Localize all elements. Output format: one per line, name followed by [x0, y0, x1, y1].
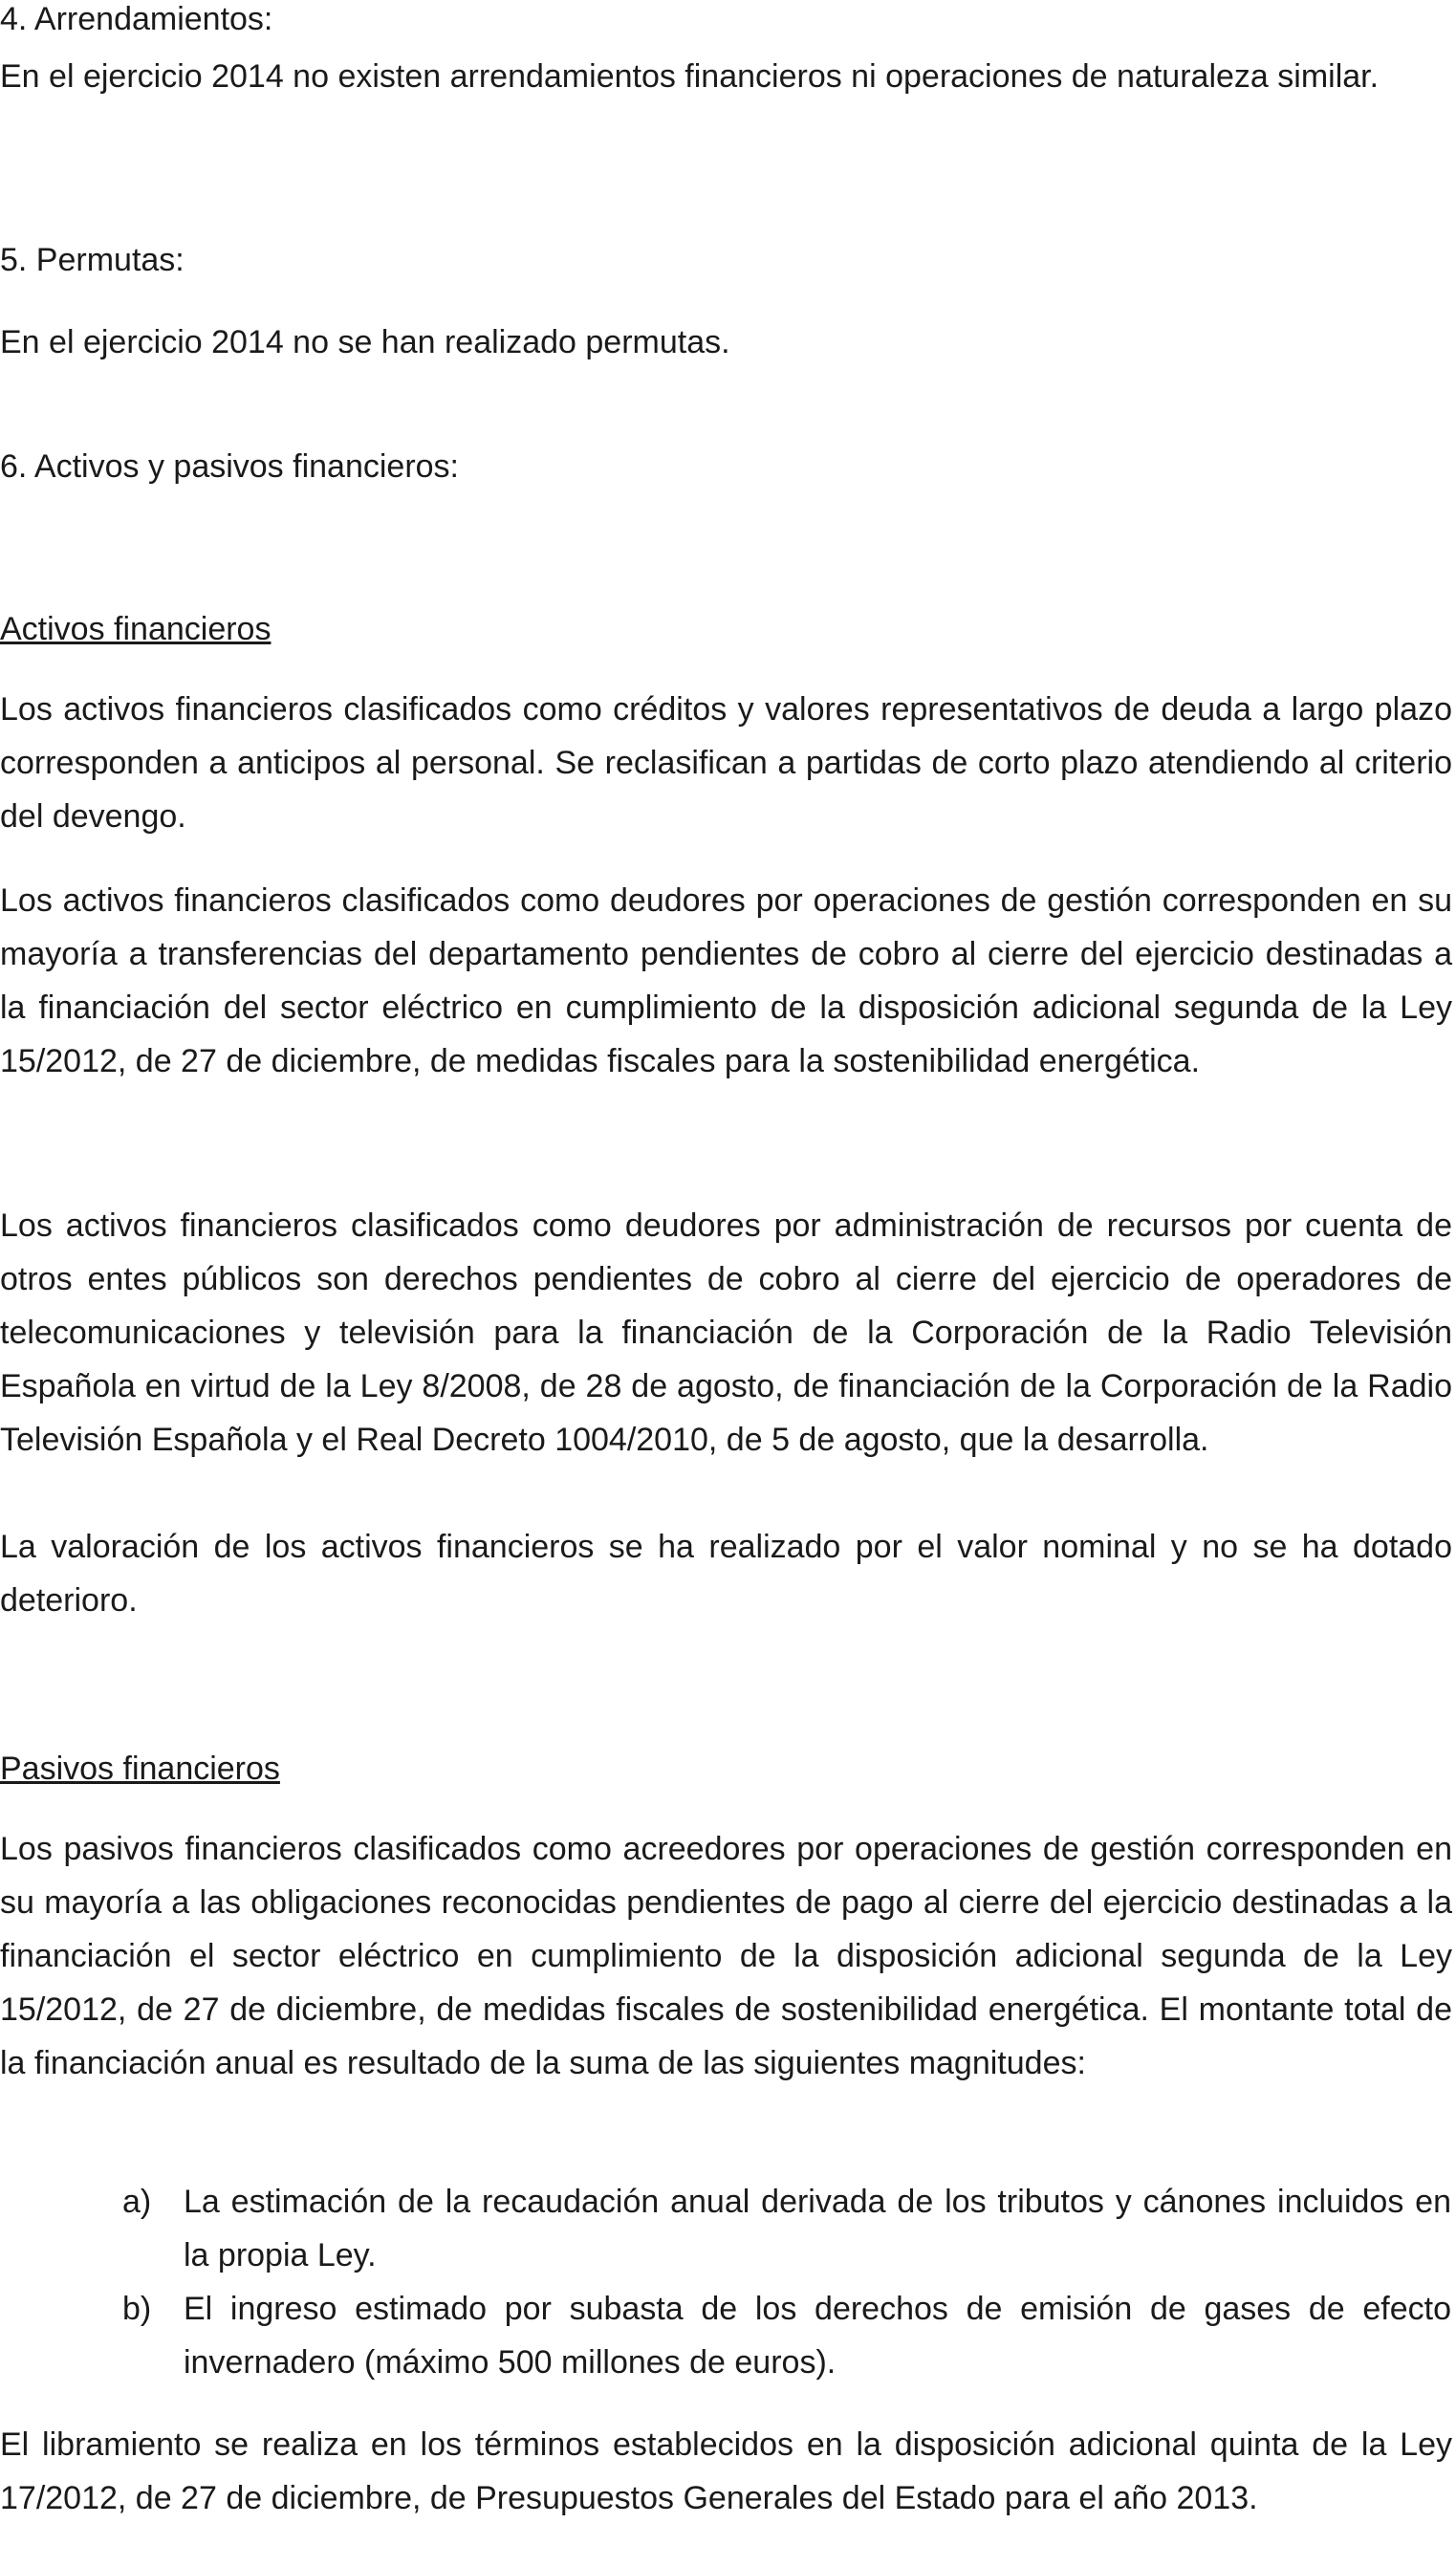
activos-heading: Activos financieros: [0, 611, 272, 647]
list-item-a: [122, 2175, 1451, 2282]
pasivos-paragraph-1: Los pasivos financieros clasificados como acreedores por operaciones de gestión corresponden en su mayoría a las obligaciones reconocidas pendientes de pago al cierre del ejercicio destinadas a la financiación el sector eléctrico en cumplimiento de la disposición adicional segunda de la Ley 15/2012, de 27 de diciembre, de medidas fiscales de sostenibilidad energética. El montante total de la financiación anual es resultado de la suma de las siguientes magnitudes:: [0, 1831, 1452, 2081]
activos-paragraph-1: Los activos financieros clasificados como créditos y valores representativos de deuda a largo plazo corresponden a anticipos al personal. Se reclasifican a partidas de corto plazo atendiendo al criterio del devengo.: [0, 691, 1452, 835]
activos-paragraph-2: Los activos financieros clasificados como deudores por operaciones de gestión corresponden en su mayoría a transferencias del departamento pendientes de cobro al cierre del ejercicio destinadas a la financiación del sector eléctrico en cumplimiento de la disposición adicional segunda de la Ley 15/2012, de 27 de diciembre, de medidas fiscales para la sostenibilidad energética.: [0, 882, 1452, 1079]
section-4-heading: 4. Arrendamientos:: [0, 1, 273, 37]
pasivos-paragraph-2: El libramiento se realiza en los términos establecidos en la disposición adicional quinta de la Ley 17/2012, de 27 de diciembre, de Presupuestos Generales del Estado para el año 2013.: [0, 2426, 1452, 2516]
section-5-heading: 5. Permutas:: [0, 242, 185, 278]
list-item-text: La estimación de la recaudación anual derivada de los tributos y cánones incluidos en la propia Ley.: [184, 2184, 1451, 2273]
section-5-text: En el ejercicio 2014 no se han realizado permutas.: [0, 324, 730, 360]
pasivos-heading: Pasivos financieros: [0, 1751, 280, 1787]
list-item-b: [122, 2282, 1451, 2389]
list-marker: a): [122, 2184, 152, 2220]
list-marker: b): [122, 2291, 152, 2327]
section-4-text: En el ejercicio 2014 no existen arrendamientos financieros ni operaciones de naturaleza similar.: [0, 58, 1380, 95]
list-item-text: El ingreso estimado por subasta de los derechos de emisión de gases de efecto invernadero (máximo 500 millones de euros).: [184, 2291, 1451, 2381]
section-6-heading: 6. Activos y pasivos financieros:: [0, 448, 460, 485]
activos-paragraph-4: La valoración de los activos financieros se ha realizado por el valor nominal y no se ha dotado deterioro.: [0, 1529, 1452, 1619]
activos-paragraph-3: Los activos financieros clasificados como deudores por administración de recursos por cuenta de otros entes públicos son derechos pendientes de cobro al cierre del ejercicio de operadores de telecomunicaciones y televisión para la financiación de la Corporación de la Radio Televisión Española en virtud de la Ley 8/2008, de 28 de agosto, de financiación de la Corporación de la Radio Televisión Española y el Real Decreto 1004/2010, de 5 de agosto, que la desarrolla.: [0, 1207, 1452, 1458]
